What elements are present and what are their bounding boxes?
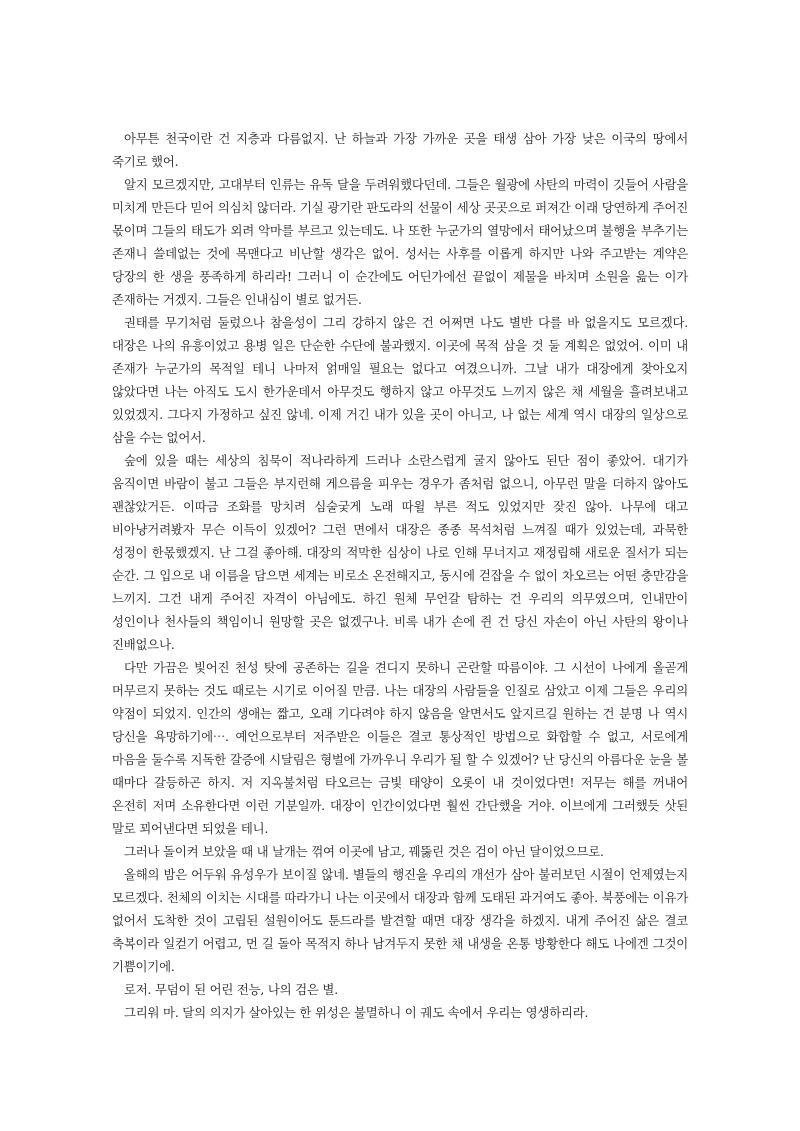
document-page: [112, 127, 688, 1024]
paragraph: 숲에 있을 때는 세상의 침묵이 적나라하게 드러나 소란스럽게 굴지 않아도 된단 점이 좋았어. 대기가 움직이면 바람이 불고 그들은 부지런해 게으름을 피우는 경우가 좀처럼 없으니, 아무런 말을 더하지 않아도 괜찮았거든. 이따금 조화를 망치려 심술궂게 노래 따윌 부른 적도 있었지만 잦진 않아. 나무에 대고 비아냥거려봤자 무슨 이득이 있겠어? 그런 면에서 대장은 종종 목석처럼 느껴질 때가 있었는데, 과묵한 성정이 한몫했겠지. 난 그걸 좋아해. 대장의 적막한 심상이 나로 인해 무너지고 재정립해 새로운 질서가 되는 순간. 그 입으로 내 이름을 담으면 세계는 비로소 온전해지고, 동시에 걷잡을 수 없이 차오르는 어떤 충만감을 느끼지. 그건 내게 주어진 자격이 아님에도. 하긴 원체 무언갈 탐하는 건 우리의 의무였으며, 인내만이 성인이나 천사들의 책임이니 원망할 곳은 없겠구나. 비록 내가 손에 쥔 건 당신 자손이 아닌 사탄의 왕이나 진배없으나.: [112, 453, 688, 652]
paragraph: 그리워 마. 달의 의지가 살아있는 한 위성은 불멸하니 이 궤도 속에서 우리는 영생하리라.: [124, 1005, 589, 1020]
paragraph: 아무튼 천국이란 건 지층과 다름없지. 난 하늘과 가장 가까운 곳을 태생 삼아 가장 낮은 이국의 땅에서 죽기로 했어.: [112, 131, 688, 169]
paragraph: 올해의 밤은 어두워 유성우가 보이질 않네. 별들의 행진을 우리의 개선가 삼아 불러보던 시절이 언제였는지 모르겠다. 천체의 이치는 시대를 따라가니 나는 이곳에서 대장과 함께 도태된 과거여도 좋아. 북풍에는 이유가 없어서 도착한 것이 고립된 설원이어도 툰드라를 발견할 때면 대장 생각을 하겠지. 내게 주어진 삶은 결코 축복이라 일컫기 어렵고, 먼 길 돌아 목적지 하나 남겨두지 못한 채 내생을 온통 방황한다 해도 나에겐 그것이 기쁨이기에.: [112, 867, 688, 974]
paragraph: 권태를 무기처럼 둘렀으나 참을성이 그리 강하지 않은 건 어쩌면 나도 별반 다를 바 없을지도 모르겠다. 대장은 나의 유흥이었고 용병 일은 단순한 수단에 불과했지. 이곳에 목적 삼을 것 둘 계획은 없었어. 이미 내 존재가 누군가의 목적일 테니 나마저 얽매일 필요는 없다고 여겼으니까. 그날 내가 대장에게 찾아오지 않았다면 나는 아직도 도시 한가운데서 아무것도 행하지 않고 아무것도 느끼지 않은 채 세월을 흘려보내고 있었겠지. 그다지 가정하고 싶진 않네. 이제 거긴 내가 있을 곳이 아니고, 나 없는 세계 역시 대장의 일상으로 삼을 수는 없어서.: [112, 315, 688, 445]
paragraph: 다만 가끔은 빛어진 천성 탓에 공존하는 길을 견디지 못하니 곤란할 따름이야. 그 시선이 나에게 올곧게 머무르지 못하는 것도 때로는 시기로 이어질 만큼. 나는 대장의 사람들을 인질로 삼았고 이제 그들은 우리의 약점이 되었지. 인간의 생애는 짧고, 오래 기다려야 하지 않음을 알면서도 앞지르길 원하는 건 분명 나 역시 당신을 욕망하기에⋯. 예언으로부터 저주받은 이들은 결코 통상적인 방법으로 화합할 수 없고, 서로에게 마음을 둘수록 지독한 갈증에 시달림은 형벌에 가까우니 우리가 될 할 수 있겠어? 난 당신의 아름다운 눈을 볼 때마다 갈등하곤 하지. 저 지옥불처럼 타오르는 금빛 태양이 오롯이 내 것이었다면! 저무는 해를 꺼내어 온전히 저며 소유한다면 이런 기분일까. 대장이 인간이었다면 훨씬 간단했을 거야. 이브에게 그러했듯 삿된 말로 꾀어낸다면 되었을 테니.: [112, 660, 688, 836]
paragraph: 로저. 무덤이 된 어린 전능, 나의 검은 별.: [124, 982, 338, 997]
paragraph: 그러나 돌이켜 보았을 때 내 날개는 꺾여 이곳에 남고, 꿰뚫린 것은 검이 아닌 달이었으므로.: [124, 844, 604, 859]
paragraph: 알지 모르겠지만, 고대부터 인류는 유독 달을 두려워했다던데. 그들은 월광에 사탄의 마력이 깃들어 사람을 미치게 만든다 믿어 의심치 않더라. 기실 광기란 판도라의 선물이 세상 곳곳으로 퍼져간 이래 당연하게 주어진 몫이며 그들의 태도가 외려 악마를 부르고 있는데도. 나 또한 누군가의 열망에서 태어났으며 불행을 부추기는 존재니 쓸데없는 것에 목맨다고 비난할 생각은 없어. 성서는 사후를 이롭게 하지만 나와 주고받는 계약은 당장의 한 생을 풍족하게 하리라! 그러니 이 순간에도 어딘가에선 끝없이 제물을 바치며 소원을 읊는 이가 존재하는 거겠지. 그들은 인내심이 별로 없거든.: [112, 177, 688, 307]
